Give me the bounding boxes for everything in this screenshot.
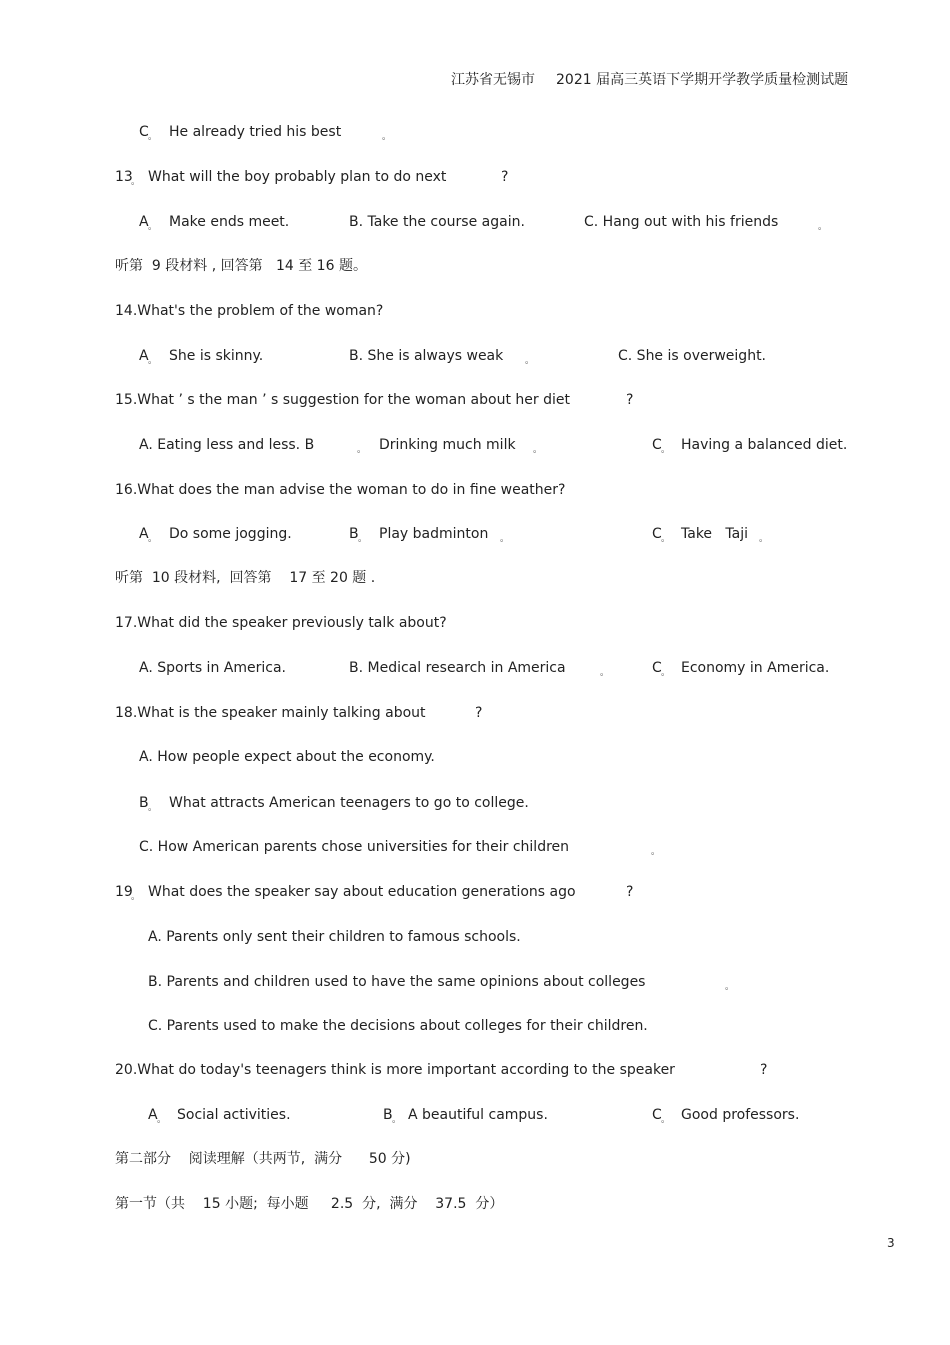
q16-option-c-end: 。 bbox=[759, 534, 769, 544]
q16-option-c-mark: 。 bbox=[661, 534, 671, 544]
q14-option-a-mark: 。 bbox=[148, 356, 158, 366]
q16-option-b-mark: 。 bbox=[358, 534, 368, 544]
q16-question: 16.What does the man advise the woman to do in fine weather? bbox=[115, 482, 566, 498]
q20-option-b-mark: 。 bbox=[392, 1115, 402, 1125]
q14-option-b: B. She is always weak bbox=[349, 348, 504, 364]
q18-option-b-mark: 。 bbox=[148, 803, 158, 813]
page-number: 3 bbox=[887, 1236, 895, 1250]
q14-question: 14.What's the problem of the woman? bbox=[115, 303, 384, 319]
q18-option-a: A. How people expect about the economy. bbox=[139, 749, 435, 765]
q15-option-c-text: Having a balanced diet. bbox=[681, 437, 848, 453]
q17-option-b: B. Medical research in America bbox=[349, 660, 566, 676]
q13-option-a-letter: A bbox=[139, 214, 149, 230]
q12-option-c-mark: 。 bbox=[148, 132, 158, 142]
q20-option-c-mark: 。 bbox=[661, 1115, 671, 1125]
q19-number: 19 bbox=[115, 884, 133, 900]
q15-option-b-end: 。 bbox=[533, 445, 543, 455]
q13-number: 13 bbox=[115, 169, 133, 185]
q20-option-a-letter: A bbox=[148, 1107, 158, 1123]
q16-option-a-mark: 。 bbox=[148, 534, 158, 544]
section-10-instruction: 听第 10 段材料, 回答第 17 至 20 题 . bbox=[115, 570, 376, 586]
q20-option-c-text: Good professors. bbox=[681, 1107, 800, 1123]
q16-option-c-letter: C bbox=[652, 526, 662, 542]
q18-option-c-end: 。 bbox=[651, 847, 661, 857]
q12-option-c-text: He already tried his best bbox=[169, 124, 342, 140]
q18-question-end: ? bbox=[475, 705, 483, 721]
q19-question-end: ? bbox=[626, 884, 634, 900]
q13-option-c-end: 。 bbox=[818, 222, 828, 232]
q16-option-b-text: Play badminton bbox=[379, 526, 489, 542]
part-2-heading: 第二部分 阅读理解（共两节, 满分 50 分) bbox=[115, 1151, 411, 1167]
q18-option-b-text: What attracts American teenagers to go to college. bbox=[169, 795, 529, 811]
section-1-heading: 第一节（共 15 小题; 每小题 2.5 分, 满分 37.5 分） bbox=[115, 1196, 504, 1212]
q12-option-c-letter: C bbox=[139, 124, 149, 140]
q19-option-b-end: 。 bbox=[725, 982, 735, 992]
q15-option-b-mark: 。 bbox=[357, 445, 367, 455]
q17-option-b-end: 。 bbox=[600, 668, 610, 678]
q13-mark: 。 bbox=[131, 177, 141, 187]
q19-option-b: B. Parents and children used to have the same opinions about colleges bbox=[148, 974, 646, 990]
q13-option-a-mark: 。 bbox=[148, 222, 158, 232]
q15-option-b-text: Drinking much milk bbox=[379, 437, 516, 453]
q20-option-c-letter: C bbox=[652, 1107, 662, 1123]
q17-question: 17.What did the speaker previously talk about? bbox=[115, 615, 447, 631]
q13-question: What will the boy probably plan to do next bbox=[148, 169, 447, 185]
header-region: 江苏省无锡市 bbox=[451, 72, 535, 88]
q18-option-c: C. How American parents chose universities for their children bbox=[139, 839, 570, 855]
q20-option-a-text: Social activities. bbox=[177, 1107, 291, 1123]
q13-question-end: ? bbox=[501, 169, 509, 185]
q17-option-a: A. Sports in America. bbox=[139, 660, 286, 676]
q15-question: 15.What ’ s the man ’ s suggestion for the woman about her diet bbox=[115, 392, 570, 408]
q19-mark: 。 bbox=[131, 892, 141, 902]
q15-option-a: A. Eating less and less. B bbox=[139, 437, 315, 453]
q17-option-c-letter: C bbox=[652, 660, 662, 676]
q16-option-b-letter: B bbox=[349, 526, 359, 542]
q15-option-c-mark: 。 bbox=[661, 445, 671, 455]
q18-option-b-letter: B bbox=[139, 795, 149, 811]
q12-option-c-end: 。 bbox=[382, 132, 392, 142]
q14-option-c: C. She is overweight. bbox=[618, 348, 767, 364]
q17-option-c-text: Economy in America. bbox=[681, 660, 830, 676]
q16-option-b-end: 。 bbox=[500, 534, 510, 544]
q18-question: 18.What is the speaker mainly talking about bbox=[115, 705, 426, 721]
q16-option-a-text: Do some jogging. bbox=[169, 526, 292, 542]
q15-option-c-letter: C bbox=[652, 437, 662, 453]
q13-option-a-text: Make ends meet. bbox=[169, 214, 290, 230]
q16-option-c-text: Take Taji bbox=[681, 526, 748, 542]
q14-option-a-letter: A bbox=[139, 348, 149, 364]
q20-question-end: ? bbox=[760, 1062, 768, 1078]
q14-option-a-text: She is skinny. bbox=[169, 348, 264, 364]
q19-option-a: A. Parents only sent their children to famous schools. bbox=[148, 929, 521, 945]
q14-option-b-end: 。 bbox=[525, 356, 535, 366]
q17-option-c-mark: 。 bbox=[661, 668, 671, 678]
q13-option-c: C. Hang out with his friends bbox=[584, 214, 779, 230]
section-9-instruction: 听第 9 段材料 , 回答第 14 至 16 题。 bbox=[115, 258, 367, 274]
q19-question: What does the speaker say about education generations ago bbox=[148, 884, 576, 900]
q19-option-c: C. Parents used to make the decisions about colleges for their children. bbox=[148, 1018, 648, 1034]
q20-question: 20.What do today's teenagers think is more important according to the speaker bbox=[115, 1062, 675, 1078]
q20-option-a-mark: 。 bbox=[157, 1115, 167, 1125]
q13-option-b: B. Take the course again. bbox=[349, 214, 525, 230]
q20-option-b-letter: B bbox=[383, 1107, 393, 1123]
q15-question-end: ? bbox=[626, 392, 634, 408]
header-title: 2021 届高三英语下学期开学教学质量检测试题 bbox=[556, 72, 849, 88]
q20-option-b-text: A beautiful campus. bbox=[408, 1107, 548, 1123]
q16-option-a-letter: A bbox=[139, 526, 149, 542]
